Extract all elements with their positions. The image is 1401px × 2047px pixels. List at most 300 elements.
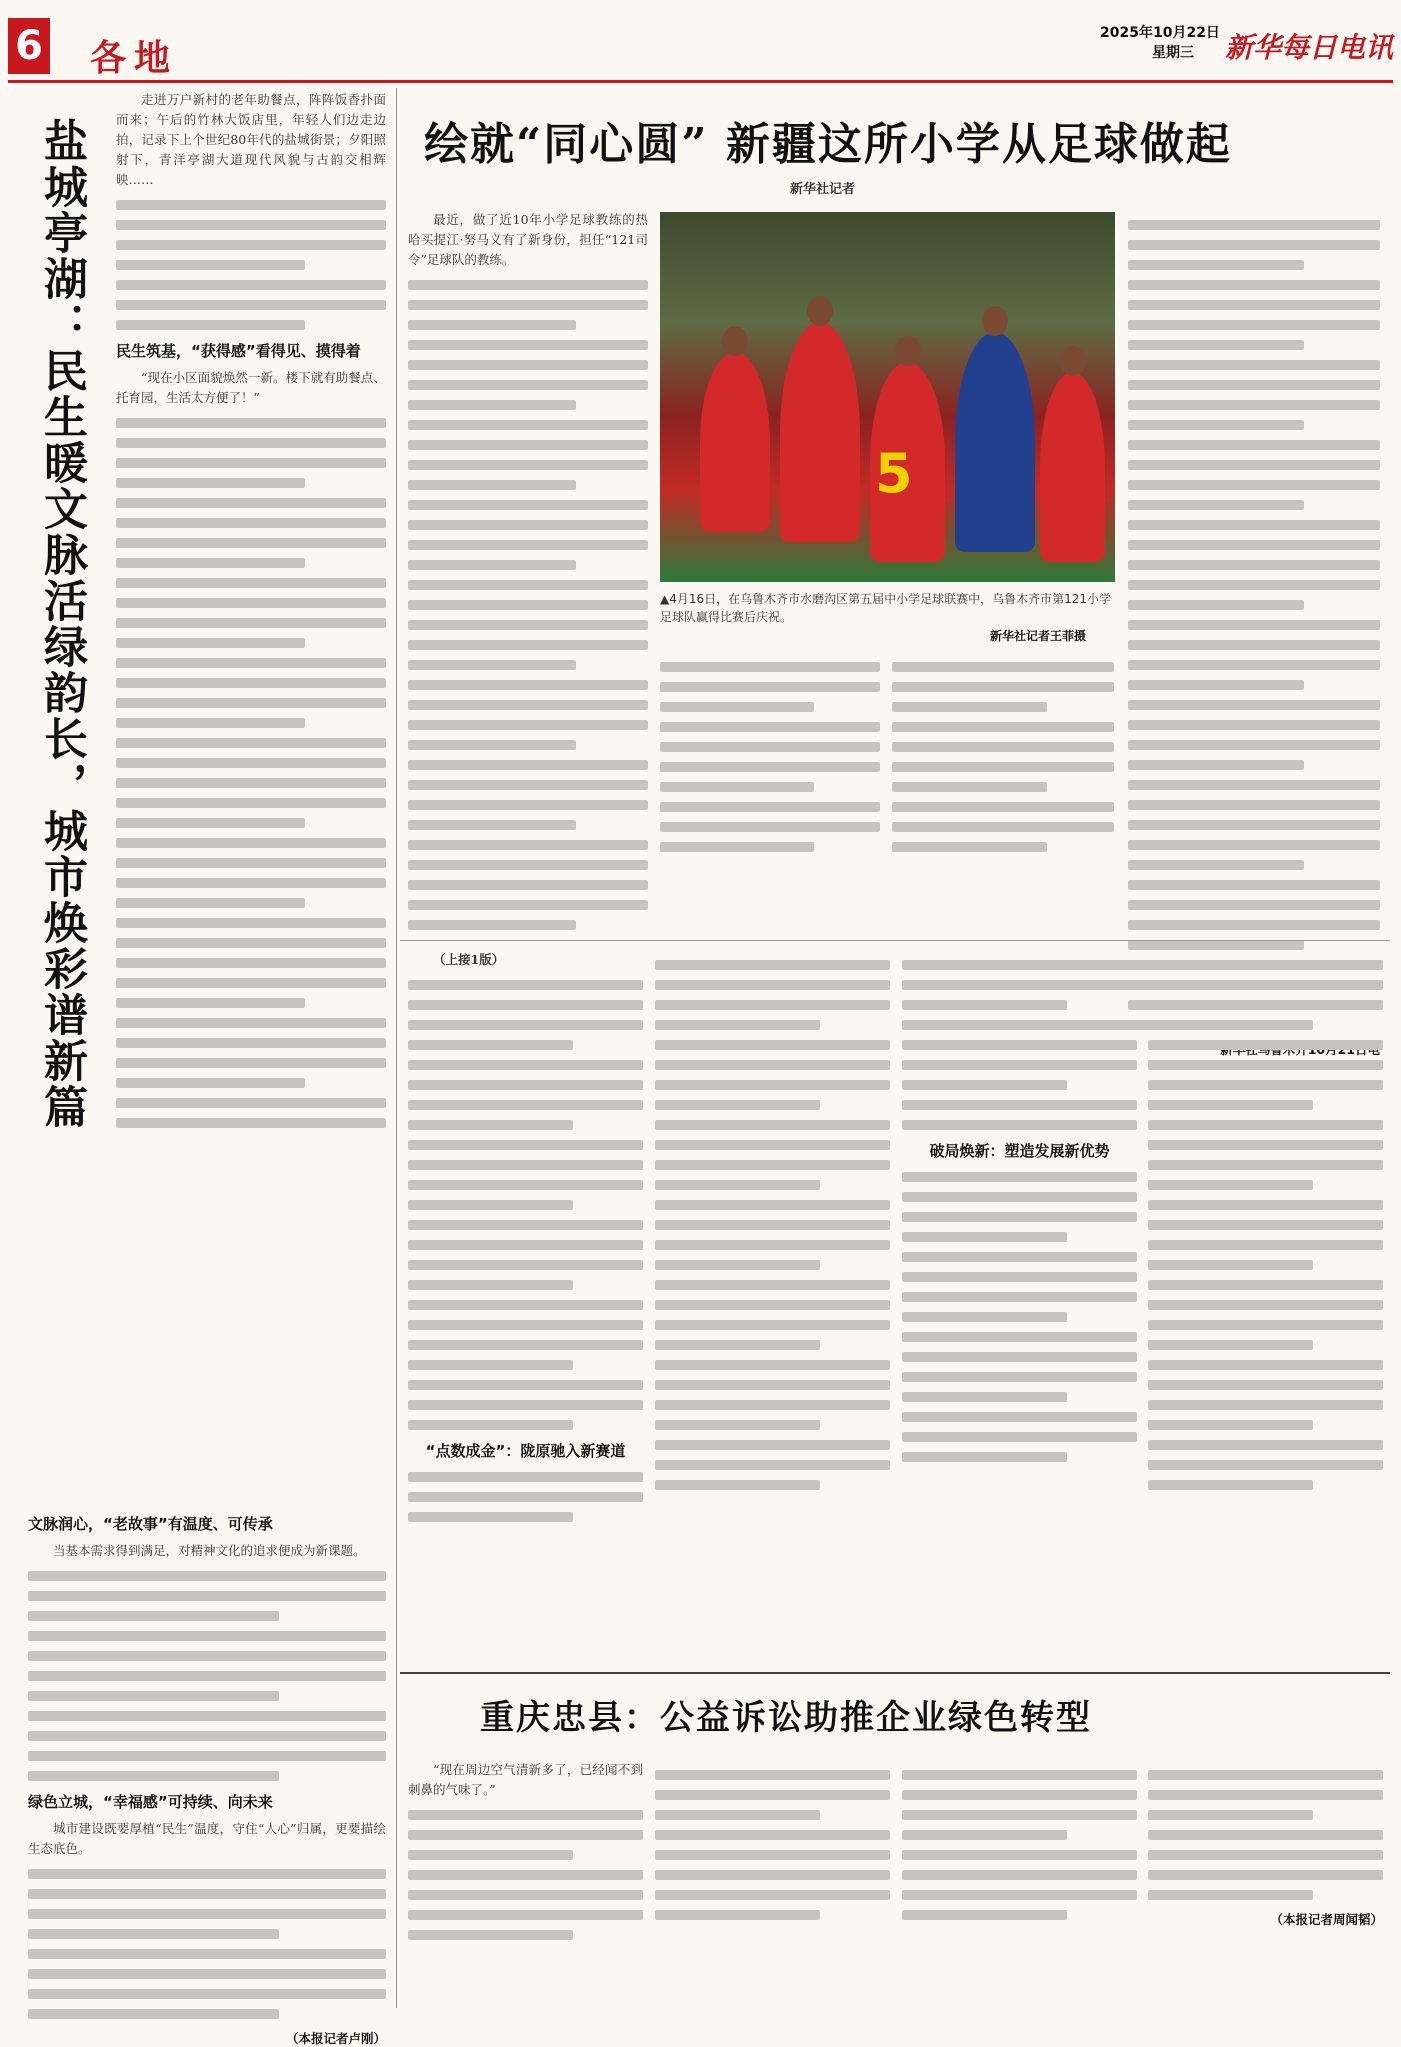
- text-placeholder: [1128, 460, 1380, 470]
- text-placeholder: [408, 700, 648, 710]
- text-placeholder: [660, 722, 880, 732]
- yancheng-subhead-3: 绿色立城，“幸福感”可持续、向未来: [28, 1793, 273, 1811]
- text-placeholder: [408, 1260, 643, 1270]
- text-placeholder: [655, 1770, 890, 1780]
- paper-name: 新华每日电讯: [1225, 31, 1394, 64]
- text-placeholder: [408, 400, 576, 410]
- chongqing-column-2: [655, 1760, 890, 1930]
- text-placeholder: [408, 980, 643, 990]
- text-placeholder: [1128, 500, 1304, 510]
- text-placeholder: [116, 598, 386, 608]
- text-placeholder: [655, 1260, 820, 1270]
- text-placeholder: [116, 658, 386, 668]
- text-placeholder: [116, 558, 305, 568]
- lanzhou-column-4: [1148, 950, 1383, 1500]
- text-placeholder: [408, 1140, 643, 1150]
- text-placeholder: [408, 1200, 573, 1210]
- yancheng-subhead-1: 民生筑基，“获得感”看得见、摸得着: [116, 342, 361, 360]
- text-placeholder: [1128, 380, 1380, 390]
- text-placeholder: [408, 380, 648, 390]
- text-placeholder: [1148, 1040, 1383, 1050]
- text-placeholder: [655, 1830, 890, 1840]
- text-placeholder: [1148, 1140, 1383, 1150]
- text-placeholder: [408, 740, 576, 750]
- text-placeholder: [1148, 1000, 1383, 1010]
- section-divider: [400, 1672, 1390, 1674]
- text-placeholder: [408, 920, 576, 930]
- text-placeholder: [408, 640, 648, 650]
- text-placeholder: [408, 1850, 573, 1860]
- text-placeholder: [116, 998, 305, 1008]
- text-placeholder: [1128, 300, 1380, 310]
- text-placeholder: [1128, 480, 1380, 490]
- text-placeholder: [1128, 260, 1304, 270]
- text-placeholder: [1128, 680, 1304, 690]
- yancheng-sub1-lead: “现在小区面貌焕然一新。楼下就有助餐点、托育园，生活太方便了！”: [116, 370, 386, 405]
- text-placeholder: [408, 900, 648, 910]
- text-placeholder: [902, 1172, 1137, 1182]
- text-placeholder: [1128, 600, 1304, 610]
- text-placeholder: [655, 1080, 890, 1090]
- text-placeholder: [655, 1850, 890, 1860]
- text-placeholder: [408, 1512, 573, 1522]
- text-placeholder: [116, 878, 386, 888]
- chongqing-column-4: [1148, 1760, 1383, 1928]
- text-placeholder: [902, 1232, 1067, 1242]
- text-placeholder: [1128, 920, 1380, 930]
- text-placeholder: [902, 1272, 1137, 1282]
- text-placeholder: [116, 1098, 386, 1108]
- text-placeholder: [408, 1420, 573, 1430]
- text-placeholder: [902, 1252, 1137, 1262]
- text-placeholder: [1128, 900, 1380, 910]
- column-divider: [396, 88, 397, 2008]
- text-placeholder: [1128, 660, 1380, 670]
- text-placeholder: [1128, 700, 1380, 710]
- chongqing-credit: （本报记者周闻韬）: [1270, 1912, 1383, 1927]
- text-placeholder: [655, 1380, 890, 1390]
- text-placeholder: [28, 2009, 279, 2019]
- text-placeholder: [655, 1320, 890, 1330]
- text-placeholder: [408, 1060, 643, 1070]
- text-placeholder: [1148, 960, 1383, 970]
- text-placeholder: [902, 1770, 1137, 1780]
- text-placeholder: [902, 1432, 1137, 1442]
- text-placeholder: [408, 1492, 643, 1502]
- text-placeholder: [408, 1890, 643, 1900]
- text-placeholder: [660, 842, 814, 852]
- text-placeholder: [408, 1080, 643, 1090]
- text-placeholder: [892, 722, 1114, 732]
- text-placeholder: [116, 1058, 386, 1068]
- text-placeholder: [116, 260, 305, 270]
- text-placeholder: [28, 1989, 386, 1999]
- text-placeholder: [408, 1300, 643, 1310]
- yancheng-subhead-2: 文脉润心，“老故事”有温度、可传承: [28, 1515, 273, 1533]
- text-placeholder: [116, 418, 386, 428]
- text-placeholder: [408, 320, 576, 330]
- text-placeholder: [408, 1340, 643, 1350]
- text-placeholder: [116, 578, 386, 588]
- text-placeholder: [1128, 620, 1380, 630]
- text-placeholder: [116, 1118, 386, 1128]
- text-placeholder: [1128, 840, 1380, 850]
- text-placeholder: [655, 1220, 890, 1230]
- text-placeholder: [116, 978, 386, 988]
- text-placeholder: [1128, 400, 1380, 410]
- text-placeholder: [116, 220, 386, 230]
- yancheng-column-2: [28, 1505, 386, 2047]
- text-placeholder: [408, 860, 648, 870]
- text-placeholder: [1148, 1060, 1383, 1070]
- text-placeholder: [1148, 1400, 1383, 1410]
- text-placeholder: [660, 822, 880, 832]
- text-placeholder: [28, 1691, 279, 1701]
- text-placeholder: [892, 822, 1114, 832]
- text-placeholder: [1148, 1770, 1383, 1780]
- xinjiang-column-1: [408, 210, 648, 940]
- text-placeholder: [116, 778, 386, 788]
- text-placeholder: [902, 1352, 1137, 1362]
- text-placeholder: [408, 1220, 643, 1230]
- text-placeholder: [408, 880, 648, 890]
- text-placeholder: [1128, 640, 1380, 650]
- text-placeholder: [660, 662, 880, 672]
- text-placeholder: [116, 898, 305, 908]
- text-placeholder: [1148, 1890, 1313, 1900]
- text-placeholder: [116, 958, 386, 968]
- text-placeholder: [408, 1830, 643, 1840]
- text-placeholder: [1148, 1320, 1383, 1330]
- text-placeholder: [116, 738, 386, 748]
- xinjiang-column-3: [892, 652, 1114, 862]
- text-placeholder: [408, 520, 648, 530]
- text-placeholder: [902, 1392, 1067, 1402]
- chongqing-column-3: [902, 1760, 1137, 1930]
- photo-credit: 新华社记者王菲摄: [990, 629, 1087, 643]
- text-placeholder: [116, 698, 386, 708]
- text-placeholder: [1148, 1480, 1313, 1490]
- text-placeholder: [655, 1890, 890, 1900]
- text-placeholder: [116, 758, 386, 768]
- lanzhou-column-2: [655, 950, 890, 1500]
- text-placeholder: [28, 1949, 386, 1959]
- lanzhou-column-1: [408, 950, 643, 1532]
- text-placeholder: [1148, 1080, 1383, 1090]
- text-placeholder: [1148, 1280, 1383, 1290]
- text-placeholder: [902, 1870, 1137, 1880]
- text-placeholder: [892, 742, 1114, 752]
- text-placeholder: [902, 1020, 1137, 1030]
- text-placeholder: [902, 1000, 1067, 1010]
- text-placeholder: [655, 1100, 820, 1110]
- text-placeholder: [116, 458, 386, 468]
- text-placeholder: [1148, 1180, 1313, 1190]
- text-placeholder: [655, 1400, 890, 1410]
- text-placeholder: [902, 1212, 1137, 1222]
- text-placeholder: [655, 1480, 820, 1490]
- text-placeholder: [116, 1078, 305, 1088]
- text-placeholder: [1148, 1100, 1313, 1110]
- text-placeholder: [1128, 860, 1304, 870]
- text-placeholder: [902, 980, 1137, 990]
- text-placeholder: [408, 1100, 643, 1110]
- text-placeholder: [28, 1771, 279, 1781]
- text-placeholder: [655, 1440, 890, 1450]
- photo-caption: ▲4月16日，在乌鲁木齐市水磨沟区第五届中小学足球联赛中，乌鲁木齐市第121小学足球队赢得比赛后庆祝。: [660, 592, 1112, 624]
- yancheng-headline: 盐城亭湖：民生暖文脉活绿韵长，城市焕彩谱新篇: [36, 118, 87, 1130]
- text-placeholder: [1128, 240, 1380, 250]
- text-placeholder: [1128, 280, 1380, 290]
- text-placeholder: [408, 1380, 643, 1390]
- xinjiang-title: 绘就“同心圆” 新疆这所小学从足球做起: [424, 119, 1232, 170]
- text-placeholder: [408, 300, 648, 310]
- text-placeholder: [660, 802, 880, 812]
- text-placeholder: [116, 618, 386, 628]
- lanzhou-column-3: [902, 950, 1137, 1472]
- text-placeholder: [28, 1929, 279, 1939]
- text-placeholder: [408, 540, 648, 550]
- text-placeholder: [1128, 340, 1304, 350]
- text-placeholder: [116, 818, 305, 828]
- page-number: 6: [8, 18, 50, 74]
- text-placeholder: [116, 798, 386, 808]
- text-placeholder: [655, 1140, 890, 1150]
- text-placeholder: [408, 780, 648, 790]
- text-placeholder: [655, 1300, 890, 1310]
- text-placeholder: [1128, 440, 1380, 450]
- text-placeholder: [408, 800, 648, 810]
- text-placeholder: [1148, 1790, 1383, 1800]
- text-placeholder: [655, 1810, 820, 1820]
- chongqing-column-1: [408, 1760, 643, 1950]
- text-placeholder: [655, 1790, 890, 1800]
- text-placeholder: [902, 1192, 1137, 1202]
- text-placeholder: [655, 980, 890, 990]
- text-placeholder: [408, 1240, 643, 1250]
- text-placeholder: [1128, 800, 1380, 810]
- text-placeholder: [1148, 980, 1383, 990]
- text-placeholder: [902, 1850, 1137, 1860]
- text-placeholder: [1148, 1850, 1383, 1860]
- text-placeholder: [116, 838, 386, 848]
- text-placeholder: [28, 1731, 386, 1741]
- text-placeholder: [902, 1040, 1137, 1050]
- text-placeholder: [28, 1909, 386, 1919]
- text-placeholder: [116, 678, 386, 688]
- text-placeholder: [902, 1060, 1137, 1070]
- text-placeholder: [902, 1830, 1067, 1840]
- text-placeholder: [660, 682, 880, 692]
- text-placeholder: [408, 1180, 643, 1190]
- text-placeholder: [408, 840, 648, 850]
- text-placeholder: [655, 1460, 890, 1470]
- text-placeholder: [1128, 560, 1380, 570]
- text-placeholder: [1128, 420, 1304, 430]
- text-placeholder: [655, 1420, 820, 1430]
- text-placeholder: [892, 682, 1114, 692]
- text-placeholder: [660, 782, 814, 792]
- text-placeholder: [1128, 740, 1380, 750]
- text-placeholder: [116, 498, 386, 508]
- text-placeholder: [408, 660, 576, 670]
- text-placeholder: [1148, 1020, 1313, 1030]
- text-placeholder: [902, 1100, 1137, 1110]
- text-placeholder: [408, 1870, 643, 1880]
- text-placeholder: [28, 1591, 386, 1601]
- text-placeholder: [408, 1280, 573, 1290]
- xinjiang-byline: 新华社记者: [790, 182, 856, 197]
- xinjiang-column-2: [660, 652, 880, 862]
- text-placeholder: [116, 438, 386, 448]
- text-placeholder: [28, 1711, 386, 1721]
- text-placeholder: [892, 802, 1114, 812]
- text-placeholder: [1148, 1340, 1313, 1350]
- text-placeholder: [116, 938, 386, 948]
- issue-weekday: 星期三: [1152, 45, 1194, 61]
- text-placeholder: [1148, 1200, 1383, 1210]
- text-placeholder: [408, 560, 576, 570]
- text-placeholder: [1128, 360, 1380, 370]
- text-placeholder: [116, 1038, 386, 1048]
- text-placeholder: [408, 720, 648, 730]
- text-placeholder: [655, 1870, 890, 1880]
- text-placeholder: [1148, 1360, 1383, 1370]
- text-placeholder: [1148, 1220, 1383, 1230]
- text-placeholder: [655, 960, 890, 970]
- section-name: 各地: [90, 37, 179, 79]
- text-placeholder: [116, 858, 386, 868]
- text-placeholder: [116, 518, 386, 528]
- text-placeholder: [408, 340, 648, 350]
- text-placeholder: [116, 200, 386, 210]
- text-placeholder: [902, 1312, 1067, 1322]
- text-placeholder: [902, 1910, 1067, 1920]
- text-placeholder: [655, 1120, 890, 1130]
- text-placeholder: [408, 1320, 643, 1330]
- text-placeholder: [892, 842, 1047, 852]
- text-placeholder: [408, 620, 648, 630]
- text-placeholder: [408, 420, 648, 430]
- text-placeholder: [116, 538, 386, 548]
- yancheng-credit: （本报记者卢刚）: [285, 2031, 386, 2046]
- text-placeholder: [116, 478, 305, 488]
- text-placeholder: [28, 1751, 386, 1761]
- text-placeholder: [660, 702, 814, 712]
- lanzhou-subhead-1: “点数成金”：陇原驰入新赛道: [425, 1442, 626, 1460]
- text-placeholder: [892, 662, 1114, 672]
- text-placeholder: [660, 742, 880, 752]
- text-placeholder: [408, 1000, 643, 1010]
- text-placeholder: [116, 320, 305, 330]
- text-placeholder: [655, 1020, 820, 1030]
- text-placeholder: [116, 240, 386, 250]
- text-placeholder: [902, 1292, 1137, 1302]
- yancheng-column-1: [116, 90, 386, 1138]
- text-placeholder: [655, 1060, 890, 1070]
- yancheng-sub3-lead: 城市建设既要厚植“民生”温度，守住“人心”归属，更要描绘生态底色。: [28, 1821, 386, 1856]
- text-placeholder: [408, 1120, 573, 1130]
- text-placeholder: [1148, 1830, 1383, 1840]
- text-placeholder: [408, 1910, 643, 1920]
- text-placeholder: [660, 762, 880, 772]
- text-placeholder: [116, 300, 386, 310]
- text-placeholder: [1148, 1810, 1313, 1820]
- chongqing-lead: “现在周边空气清新多了，已经闻不到刺鼻的气味了。”: [408, 1762, 643, 1797]
- text-placeholder: [408, 480, 576, 490]
- text-placeholder: [1148, 1260, 1313, 1270]
- text-placeholder: [655, 1200, 890, 1210]
- text-placeholder: [408, 1472, 643, 1482]
- text-placeholder: [408, 760, 648, 770]
- text-placeholder: [655, 1280, 890, 1290]
- text-placeholder: [408, 280, 648, 290]
- text-placeholder: [116, 918, 386, 928]
- text-placeholder: [1128, 220, 1380, 230]
- text-placeholder: [408, 440, 648, 450]
- text-placeholder: [1128, 820, 1380, 830]
- text-placeholder: [408, 1160, 643, 1170]
- yancheng-intro: 走进万户新村的老年助餐点，阵阵饭香扑面而来；午后的竹林大饭店里，年轻人们边走边拍，记录下上个世纪80年代的盐城街景；夕阳照射下，青洋亭湖大道现代风貌与古韵交相辉映……: [116, 92, 386, 187]
- text-placeholder: [28, 1869, 386, 1879]
- text-placeholder: [28, 1651, 386, 1661]
- text-placeholder: [1148, 1870, 1383, 1880]
- text-placeholder: [1128, 520, 1380, 530]
- text-placeholder: [28, 1571, 386, 1581]
- text-placeholder: [655, 1040, 890, 1050]
- xinjiang-lead: 最近，做了近10年小学足球教练的热哈买提江·努马义有了新身份，担任“121司令”足球队的教练。: [408, 212, 648, 267]
- text-placeholder: [1148, 1240, 1383, 1250]
- text-placeholder: [408, 580, 648, 590]
- text-placeholder: [1148, 1160, 1383, 1170]
- lanzhou-continued: （上接1版）: [433, 952, 505, 967]
- text-placeholder: [408, 1040, 573, 1050]
- text-placeholder: [1128, 320, 1380, 330]
- section-divider: [400, 940, 1390, 941]
- text-placeholder: [1128, 880, 1380, 890]
- issue-date: 2025年10月22日: [1100, 25, 1220, 41]
- text-placeholder: [408, 680, 648, 690]
- text-placeholder: [902, 1080, 1067, 1090]
- text-placeholder: [902, 1452, 1067, 1462]
- text-placeholder: [902, 1372, 1137, 1382]
- text-placeholder: [1148, 1440, 1383, 1450]
- text-placeholder: [28, 1631, 386, 1641]
- text-placeholder: [655, 1160, 890, 1170]
- text-placeholder: [892, 782, 1047, 792]
- text-placeholder: [1128, 540, 1380, 550]
- text-placeholder: [28, 1969, 386, 1979]
- text-placeholder: [655, 1340, 820, 1350]
- text-placeholder: [408, 1400, 643, 1410]
- text-placeholder: [902, 1332, 1137, 1342]
- text-placeholder: [1128, 720, 1380, 730]
- text-placeholder: [1148, 1420, 1313, 1430]
- text-placeholder: [408, 360, 648, 370]
- text-placeholder: [116, 638, 305, 648]
- text-placeholder: [655, 1240, 890, 1250]
- text-placeholder: [408, 500, 648, 510]
- text-placeholder: [116, 280, 386, 290]
- text-placeholder: [1128, 760, 1304, 770]
- yancheng-sub2-lead: 当基本需求得到满足，对精神文化的追求便成为新课题。: [53, 1543, 366, 1558]
- text-placeholder: [902, 1790, 1137, 1800]
- text-placeholder: [1128, 580, 1380, 590]
- text-placeholder: [902, 1810, 1137, 1820]
- text-placeholder: [1128, 940, 1304, 950]
- chongqing-title: 重庆忠县：公益诉讼助推企业绿色转型: [480, 1698, 1092, 1738]
- text-placeholder: [28, 1671, 386, 1681]
